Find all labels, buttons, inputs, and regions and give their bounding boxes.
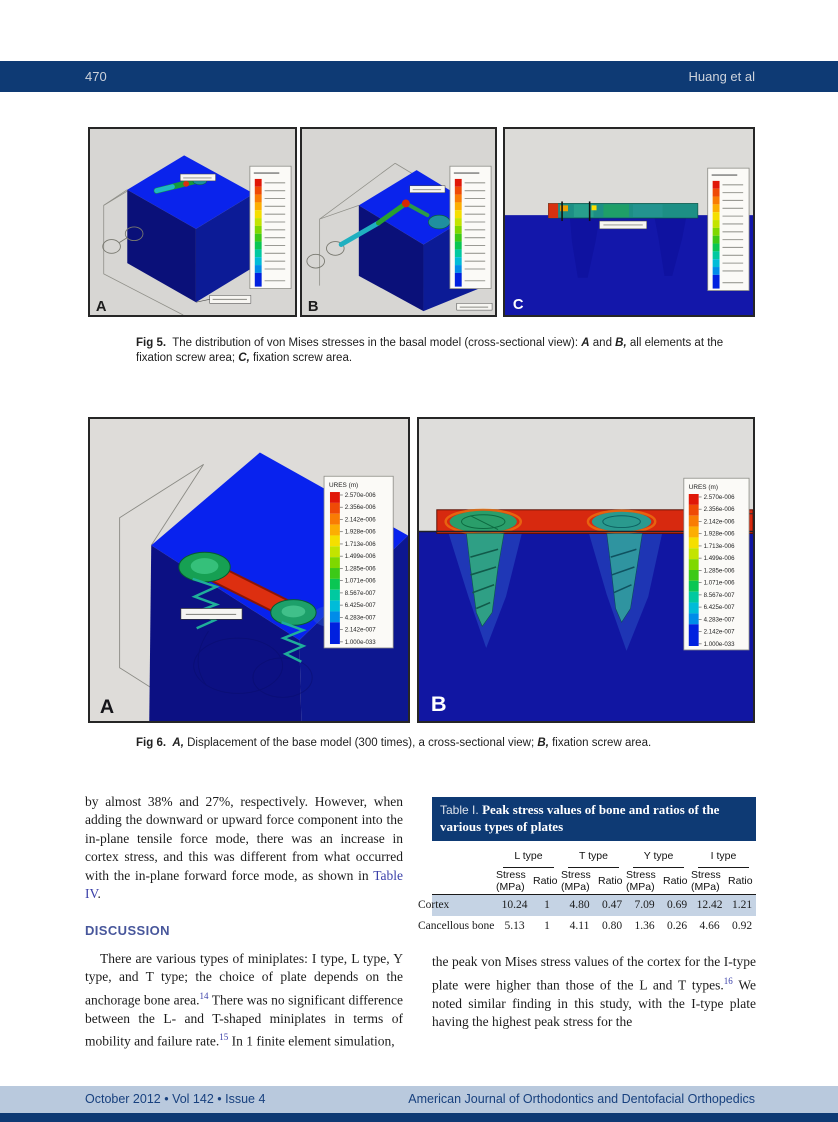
svg-text:8.567e-007: 8.567e-007 — [344, 589, 376, 597]
left-text-column — [85, 793, 403, 1051]
panel-letter: A — [95, 299, 107, 315]
table1-title-bar — [432, 797, 756, 841]
table-row: Cortex 10.24 1 4.80 0.47 7.09 0.69 12.42 1.21 — [432, 895, 756, 916]
svg-text:2.356e-006: 2.356e-006 — [344, 504, 376, 512]
column-header: Stress (MPa) — [496, 869, 533, 895]
svg-text:6.425e-007: 6.425e-007 — [344, 602, 376, 610]
column-header: Ratio — [533, 869, 561, 895]
svg-text:1.000e-033: 1.000e-033 — [703, 640, 735, 648]
svg-text:1.928e-006: 1.928e-006 — [703, 530, 735, 538]
svg-text:1.285e-006: 1.285e-006 — [703, 567, 735, 575]
stressed-plate-cross-section — [548, 201, 698, 221]
figure5-panel-a — [88, 127, 297, 317]
column-header: Ratio — [728, 869, 756, 895]
column-header: Ratio — [663, 869, 691, 895]
fea-stress-render-c — [505, 129, 753, 315]
svg-text:1.713e-006: 1.713e-006 — [703, 542, 735, 550]
fea-displacement-render-a — [90, 419, 408, 721]
displacement-colorbar-legend — [324, 476, 393, 648]
footer-bar — [0, 1113, 838, 1122]
svg-text:1.285e-006: 1.285e-006 — [344, 565, 376, 573]
svg-text:1.071e-006: 1.071e-006 — [703, 579, 735, 587]
right-text-column — [418, 797, 756, 1031]
figure6 — [88, 417, 755, 723]
annotation-box — [599, 221, 646, 229]
svg-text:1.000e-033: 1.000e-033 — [344, 638, 376, 646]
annotation-box — [181, 608, 242, 619]
svg-text:2.142e-006: 2.142e-006 — [703, 518, 735, 526]
column-header: Stress (MPa) — [561, 869, 598, 895]
svg-text:2.142e-007: 2.142e-007 — [703, 628, 735, 636]
reference-16-link[interactable]: 16 — [723, 975, 733, 986]
table1-caption: Peak stress values of bone and ratios of the various types of plates — [440, 802, 720, 834]
legend-title: URES (m) — [328, 482, 359, 490]
group-header-row — [432, 846, 756, 869]
panel-letter: B — [307, 299, 319, 315]
figure5-panel-b — [300, 127, 497, 317]
page-number: 470 — [85, 69, 107, 84]
caption-label: Fig 5. — [136, 337, 167, 349]
svg-text:4.283e-007: 4.283e-007 — [344, 614, 376, 622]
svg-text:2.570e-006: 2.570e-006 — [703, 493, 735, 501]
figure6-panel-a — [88, 417, 410, 723]
svg-text:6.425e-007: 6.425e-007 — [703, 604, 735, 612]
caption-label: Fig 6. — [136, 737, 167, 749]
footer-journal-name: American Journal of Orthodontics and Dentofacial Orthopedics — [408, 1092, 755, 1106]
fea-stress-render-a — [90, 129, 295, 315]
svg-text:2.142e-006: 2.142e-006 — [344, 516, 376, 524]
figure5-caption: Fig 5. The distribution of von Mises stresses in the basal model (cross-sectional view): A and B, all elements at the fixation screw area; C, fixation screw area. — [136, 337, 724, 364]
header-bar — [0, 61, 838, 92]
footer-band — [0, 1086, 838, 1113]
stress-colorbar-legend — [708, 168, 749, 290]
svg-text:4.283e-007: 4.283e-007 — [703, 616, 735, 624]
svg-text:8.567e-007: 8.567e-007 — [703, 591, 735, 599]
panel-letter: C — [512, 297, 524, 314]
legend-title: URES (m) — [688, 484, 718, 492]
svg-text:1.071e-006: 1.071e-006 — [344, 577, 376, 585]
table1-label: Table I. — [440, 803, 479, 817]
svg-text:2.570e-006: 2.570e-006 — [344, 491, 376, 499]
fea-stress-render-b — [302, 129, 495, 315]
fea-displacement-render-b — [419, 419, 753, 721]
column-group: Y type — [633, 847, 684, 868]
svg-text:2.142e-007: 2.142e-007 — [344, 626, 376, 634]
figure5 — [88, 127, 755, 317]
svg-text:1.499e-006: 1.499e-006 — [344, 553, 376, 561]
reference-15-link[interactable]: 15 — [219, 1031, 229, 1042]
column-header: Stress (MPa) — [626, 869, 663, 895]
table-row: Cancellous bone 5.13 1 4.11 0.80 1.36 0.26 4.66 0.92 — [418, 919, 753, 932]
paragraph: by almost 38% and 27%, respectively. However, when adding the downward or upward force component into the in-plane tensile force mode, there was an increase in cortex stress, and this was different from what occurred with the in-plane forward force mode, as shown in Table IV. — [85, 794, 403, 902]
column-group: L type — [503, 847, 554, 868]
sub-header-row — [432, 869, 756, 895]
figure6-caption: Fig 6. A, Displacement of the base model (300 times), a cross-sectional view; B, fixation screw area. — [136, 737, 652, 749]
stress-colorbar-legend — [450, 166, 491, 288]
panel-letter: A — [99, 696, 115, 719]
footer-issue-info: October 2012 • Vol 142 • Issue 4 — [85, 1092, 266, 1106]
svg-text:1.713e-006: 1.713e-006 — [344, 540, 376, 548]
column-header: Stress (MPa) — [691, 869, 728, 895]
column-header: Ratio — [598, 869, 626, 895]
figure6-panel-b — [417, 417, 755, 723]
figure5-panel-c — [503, 127, 755, 317]
paragraph: There are various types of miniplates: I type, L type, Y type, and T type; the choice of plate depends on the anchorage bone area.$^{14}$ There was no significant difference between the L- and T-shaped miniplates in terms of mobility and failure rate.$^{15}$ In 1 finite element simulation, — [85, 950, 403, 1049]
running-head: Huang et al — [688, 69, 755, 84]
paragraph: the peak von Mises stress values of the cortex for the I-type plate were higher than those of the L and T types.$^{16}$ We noted similar finding in this study, with the I-type plate having the highest peak stress for the — [432, 954, 756, 1029]
svg-text:2.356e-006: 2.356e-006 — [703, 506, 735, 514]
section-heading-discussion: DISCUSSION — [85, 923, 170, 939]
svg-text:1.499e-006: 1.499e-006 — [703, 555, 735, 563]
column-group: T type — [568, 847, 619, 868]
column-group: I type — [698, 847, 749, 868]
table-iv-link[interactable]: Table IV — [85, 867, 403, 902]
stress-colorbar-legend — [250, 166, 291, 288]
displacement-colorbar-legend — [684, 478, 749, 650]
reference-14-link[interactable]: 14 — [199, 990, 209, 1001]
panel-letter: B — [430, 691, 447, 717]
table1 — [418, 846, 756, 936]
svg-text:1.928e-006: 1.928e-006 — [344, 528, 376, 536]
